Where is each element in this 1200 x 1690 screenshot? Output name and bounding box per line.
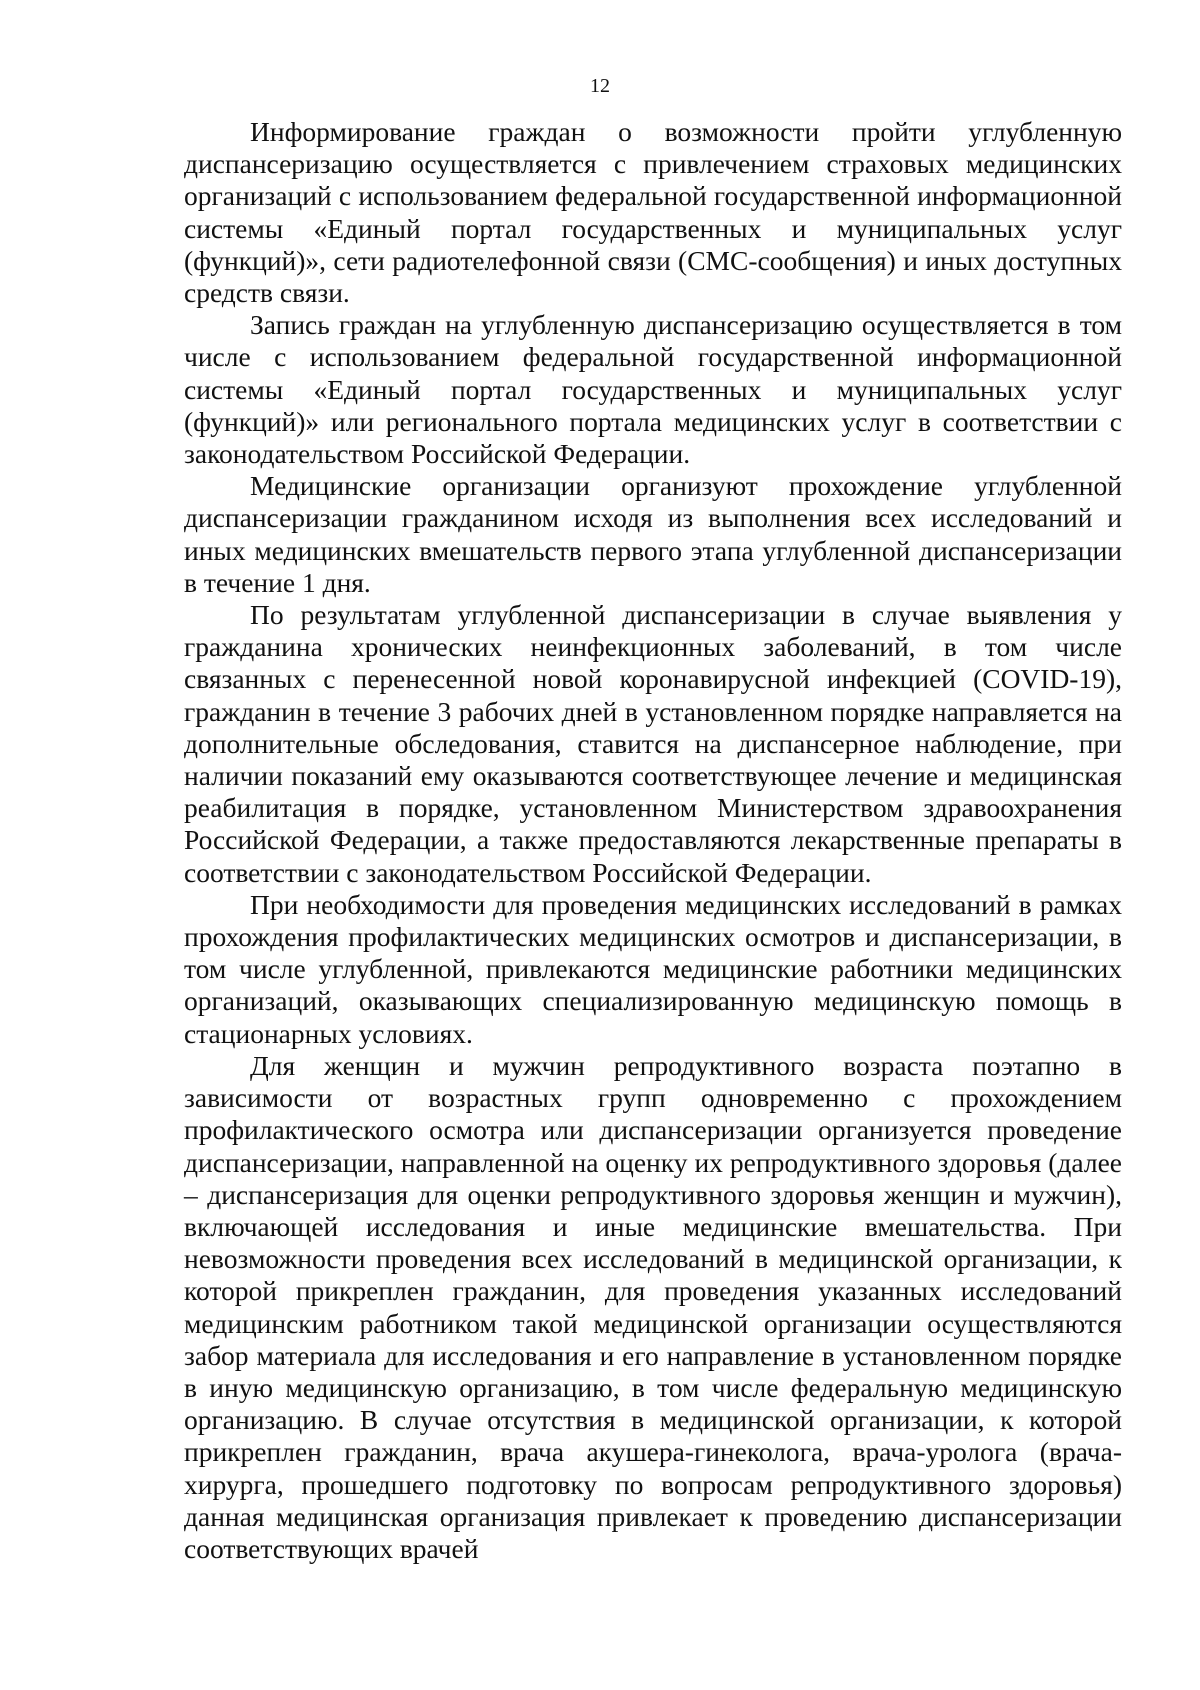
document-body [184,116,1122,1565]
paragraph-reproductive-health: Для женщин и мужчин репродуктивного возраста поэтапно в зависимости от возрастных групп одновременно с прохождением профилактического осмотра или диспансеризации организуется проведение диспансеризации, направленной на оценку их репродуктивного здоровья (далее – диспансеризация для оценки репродуктивного здоровья женщин и мужчин), включающей исследования и иные медицинские вмешательства. При невозможности проведения всех исследований в медицинской организации, к которой прикреплен гражданин, для проведения указанных исследований медицинским работником такой медицинской организации осуществляются забор материала для исследования и его направление в установленном порядке в иную медицинскую организацию, в том числе федеральную медицинскую организацию. В случае отсутствия в медицинской организации, к которой прикреплен гражданин, врача акушера-гинеколога, врача-уролога (врача-хирурга, прошедшего подготовку по вопросам репродуктивного здоровья) данная медицинская организация привлекает к проведению диспансеризации соответствующих врачей [184,1049,1122,1564]
page-number: 12 [590,75,610,97]
paragraph-informing: Информирование граждан о возможности пройти углубленную диспансеризацию осуществляется с привлечением страховых медицинских организаций с использованием федеральной государственной информационной системы «Единый портал государственных и муниципальных услуг (функций)», сети радиотелефонной связи (СМС-сообщения) и иных доступных средств связи. [184,116,1122,309]
paragraph-results: По результатам углубленной диспансеризации в случае выявления у гражданина хронических неинфекционных заболеваний, в том числе связанных с перенесенной новой коронавирусной инфекцией (COVID-19), гражданин в течение 3 рабочих дней в установленном порядке направляется на дополнительные обследования, ставится на диспансерное наблюдение, при наличии показаний ему оказываются соответствующее лечение и медицинская реабилитация в порядке, установленном Министерством здравоохранения Российской Федерации, а также предоставляются лекарственные препараты в соответствии с законодательством Российской Федерации. [184,599,1122,888]
paragraph-registration: Запись граждан на углубленную диспансеризацию осуществляется в том числе с использованием федеральной государственной информационной системы «Единый портал государственных и муниципальных услуг (функций)» или регионального портала медицинских услуг в соответствии с законодательством Российской Федерации. [184,309,1122,470]
paragraph-organization: Медицинские организации организуют прохождение углубленной диспансеризации гражданином исходя из выполнения всех исследований и иных медицинских вмешательств первого этапа углубленной диспансеризации в течение 1 дня. [184,470,1122,598]
paragraph-specialists: При необходимости для проведения медицинских исследований в рамках прохождения профилактических медицинских осмотров и диспансеризации, в том числе углубленной, привлекаются медицинские работники медицинских организаций, оказывающих специализированную медицинскую помощь в стационарных условиях. [184,888,1122,1049]
